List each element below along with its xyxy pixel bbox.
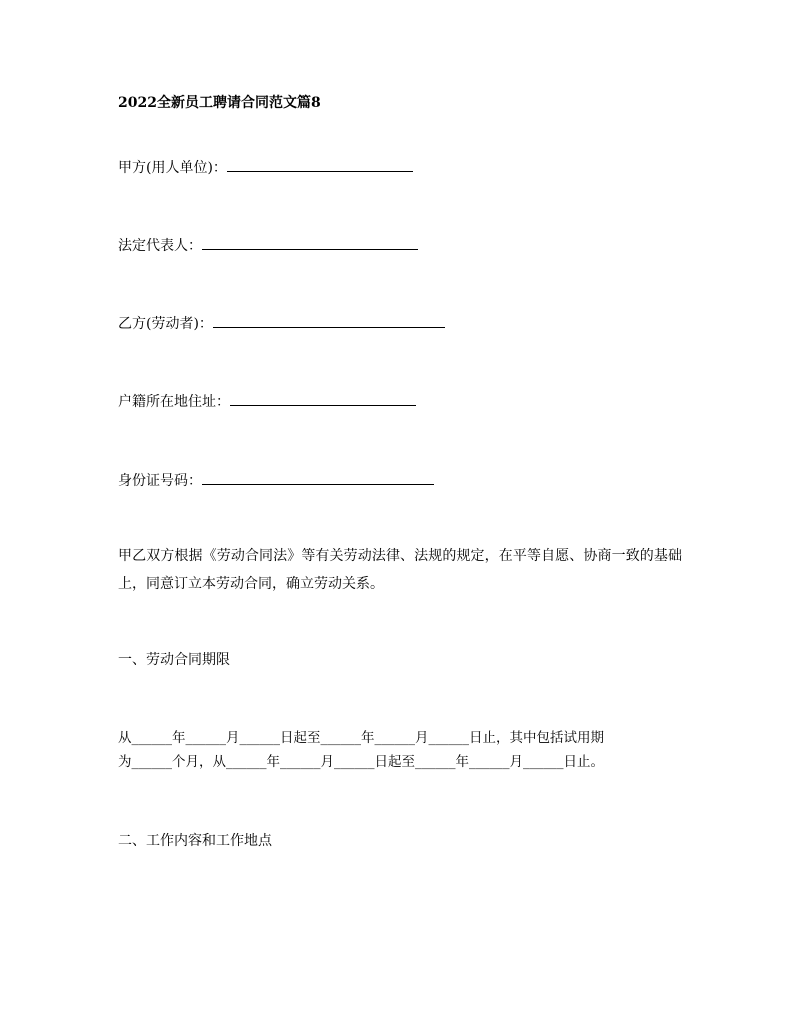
party-a-field	[118, 158, 413, 175]
household-address-field	[118, 392, 416, 409]
party-b-label: 乙方(劳动者)：	[118, 316, 213, 332]
section-1-heading	[118, 653, 230, 667]
id-number-blank	[202, 471, 434, 485]
party-b-field	[118, 314, 445, 331]
intro-paragraph: 甲乙双方根据《劳动合同法》等有关劳动法律、法规的规定，在平等自愿、协商一致的基础上，同意订立本劳动合同，确立劳动关系。	[118, 548, 682, 592]
term-line-2-text: 为______个月，从______年______月______日起至______年______月______日止。	[118, 754, 604, 770]
party-a-blank	[227, 158, 413, 172]
household-address-blank	[230, 392, 416, 406]
party-b-blank	[213, 314, 445, 328]
id-number-label: 身份证号码：	[118, 473, 202, 489]
term-line-2	[118, 755, 604, 769]
document-title-text: 2022全新员工聘请合同范文篇8	[118, 95, 321, 111]
term-line-1-text: 从______年______月______日起至______年______月______日止，其中包括试用期	[118, 730, 604, 746]
document-title	[118, 96, 321, 110]
legal-rep-field	[118, 236, 418, 253]
section-1-heading-text: 一、劳动合同期限	[118, 652, 230, 668]
party-a-label: 甲方(用人单位)：	[118, 160, 227, 176]
section-2-heading-text: 二、工作内容和工作地点	[118, 833, 272, 849]
legal-rep-blank	[202, 236, 418, 250]
legal-rep-label: 法定代表人：	[118, 238, 202, 254]
section-2-heading	[118, 834, 272, 848]
id-number-field	[118, 471, 434, 488]
term-line-1	[118, 731, 604, 745]
household-address-label: 户籍所在地住址：	[118, 394, 230, 410]
